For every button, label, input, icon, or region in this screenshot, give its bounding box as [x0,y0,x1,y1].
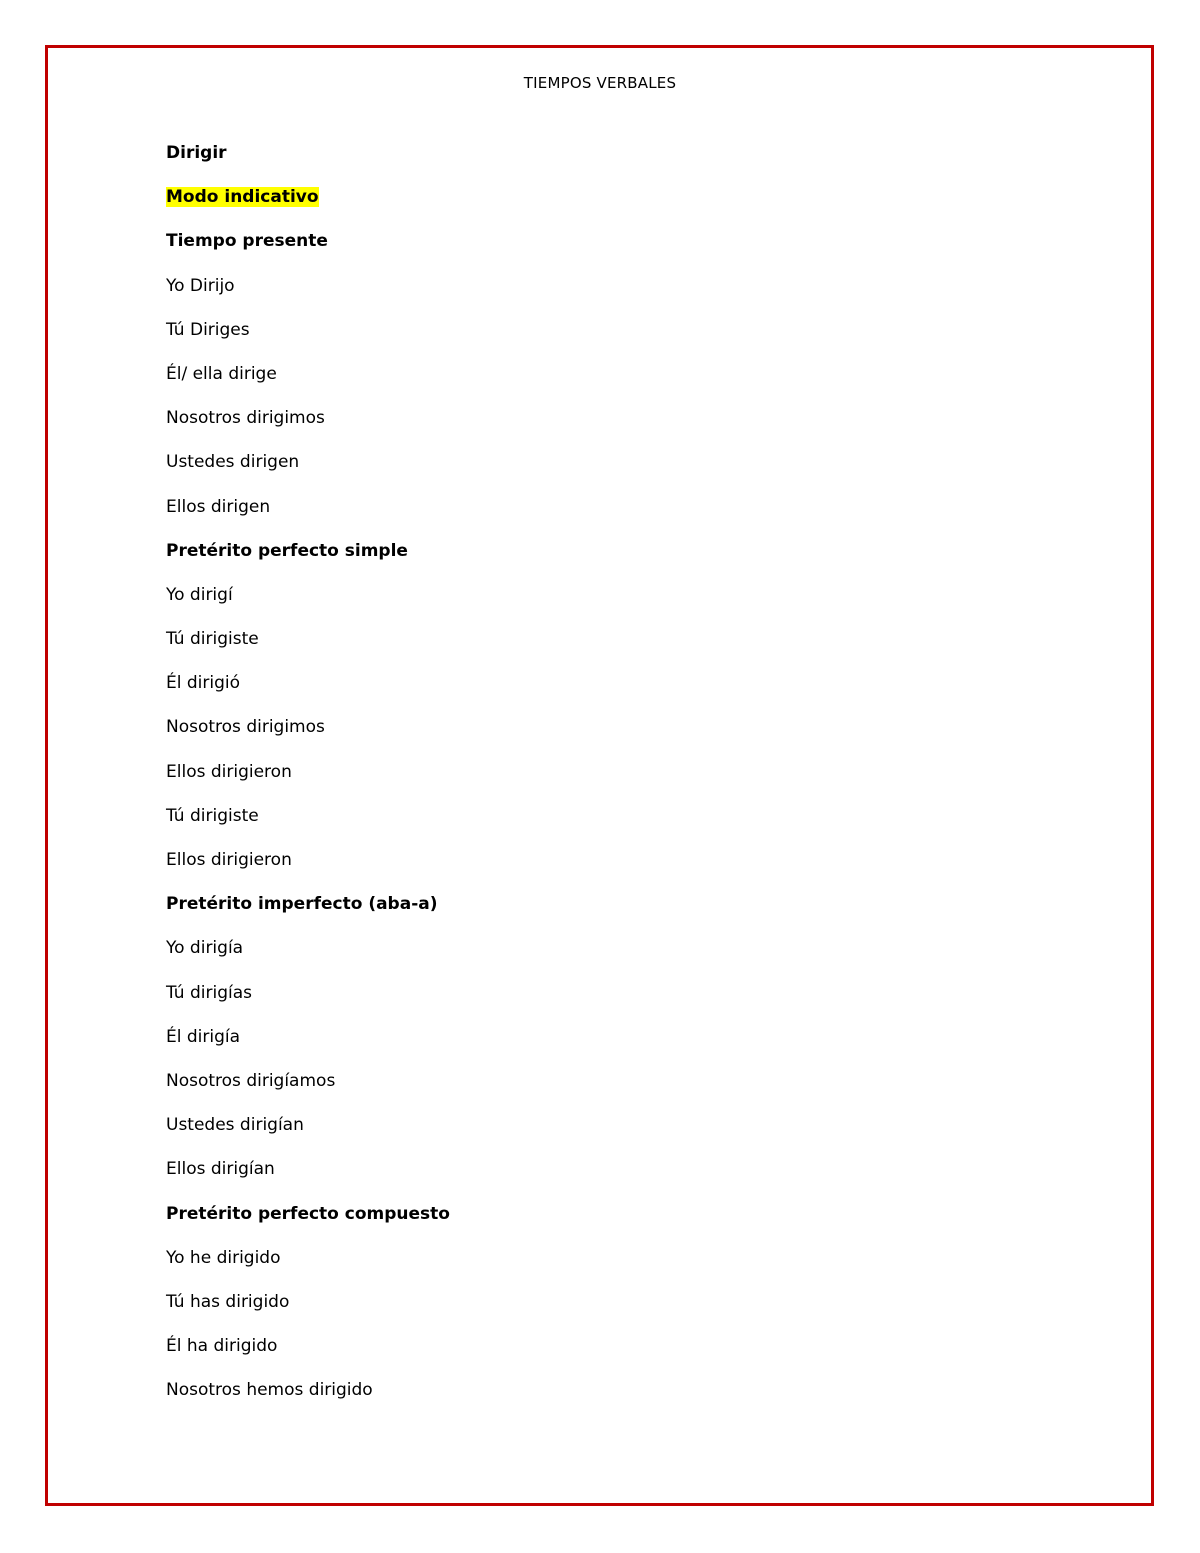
section-heading: Pretérito perfecto compuesto [166,1203,450,1224]
conjugation-line: Él ha dirigido [166,1336,278,1357]
conjugation-line: Nosotros dirigíamos [166,1070,336,1091]
conjugation-line: Tú has dirigido [166,1291,290,1312]
section-heading: Pretérito perfecto simple [166,540,408,561]
conjugation-line: Yo Dirijo [166,275,235,296]
conjugation-line: Yo dirigí [166,584,233,605]
conjugation-line: Ustedes dirigen [166,452,300,473]
conjugation-line: Tú Diriges [166,319,250,340]
conjugation-line: Ellos dirigieron [166,850,292,870]
highlighted-heading [166,184,450,228]
conjugation-line: Ellos dirigieron [166,761,292,782]
conjugation-line: Tú dirigiste [166,629,259,650]
conjugation-line: Ellos dirigen [166,496,271,517]
conjugation-line: Ellos dirigían [166,1159,275,1180]
conjugation-line: Ustedes dirigían [166,1115,304,1136]
document-title: TIEMPOS VERBALES [523,74,677,92]
conjugation-line: Nosotros dirigimos [166,717,325,738]
conjugation-line: Yo dirigía [166,938,244,959]
conjugation-line: Nosotros dirigimos [166,408,325,429]
highlight-mark: Modo indicativo [166,187,319,208]
conjugation-line: Tú dirigías [166,982,252,1003]
conjugation-line: Yo he dirigido [166,1247,281,1268]
conjugation-line: Nosotros hemos dirigido [166,1380,373,1401]
section-heading: Dirigir [166,143,227,163]
conjugation-line: Él dirigió [166,673,241,694]
conjugation-list [166,140,450,1421]
conjugation-line: Tú dirigiste [166,805,259,826]
section-heading: Tiempo presente [166,231,328,252]
conjugation-line: Él/ ella dirige [166,363,277,384]
conjugation-line: Él dirigía [166,1026,241,1047]
section-heading: Pretérito imperfecto (aba-a) [166,894,438,915]
